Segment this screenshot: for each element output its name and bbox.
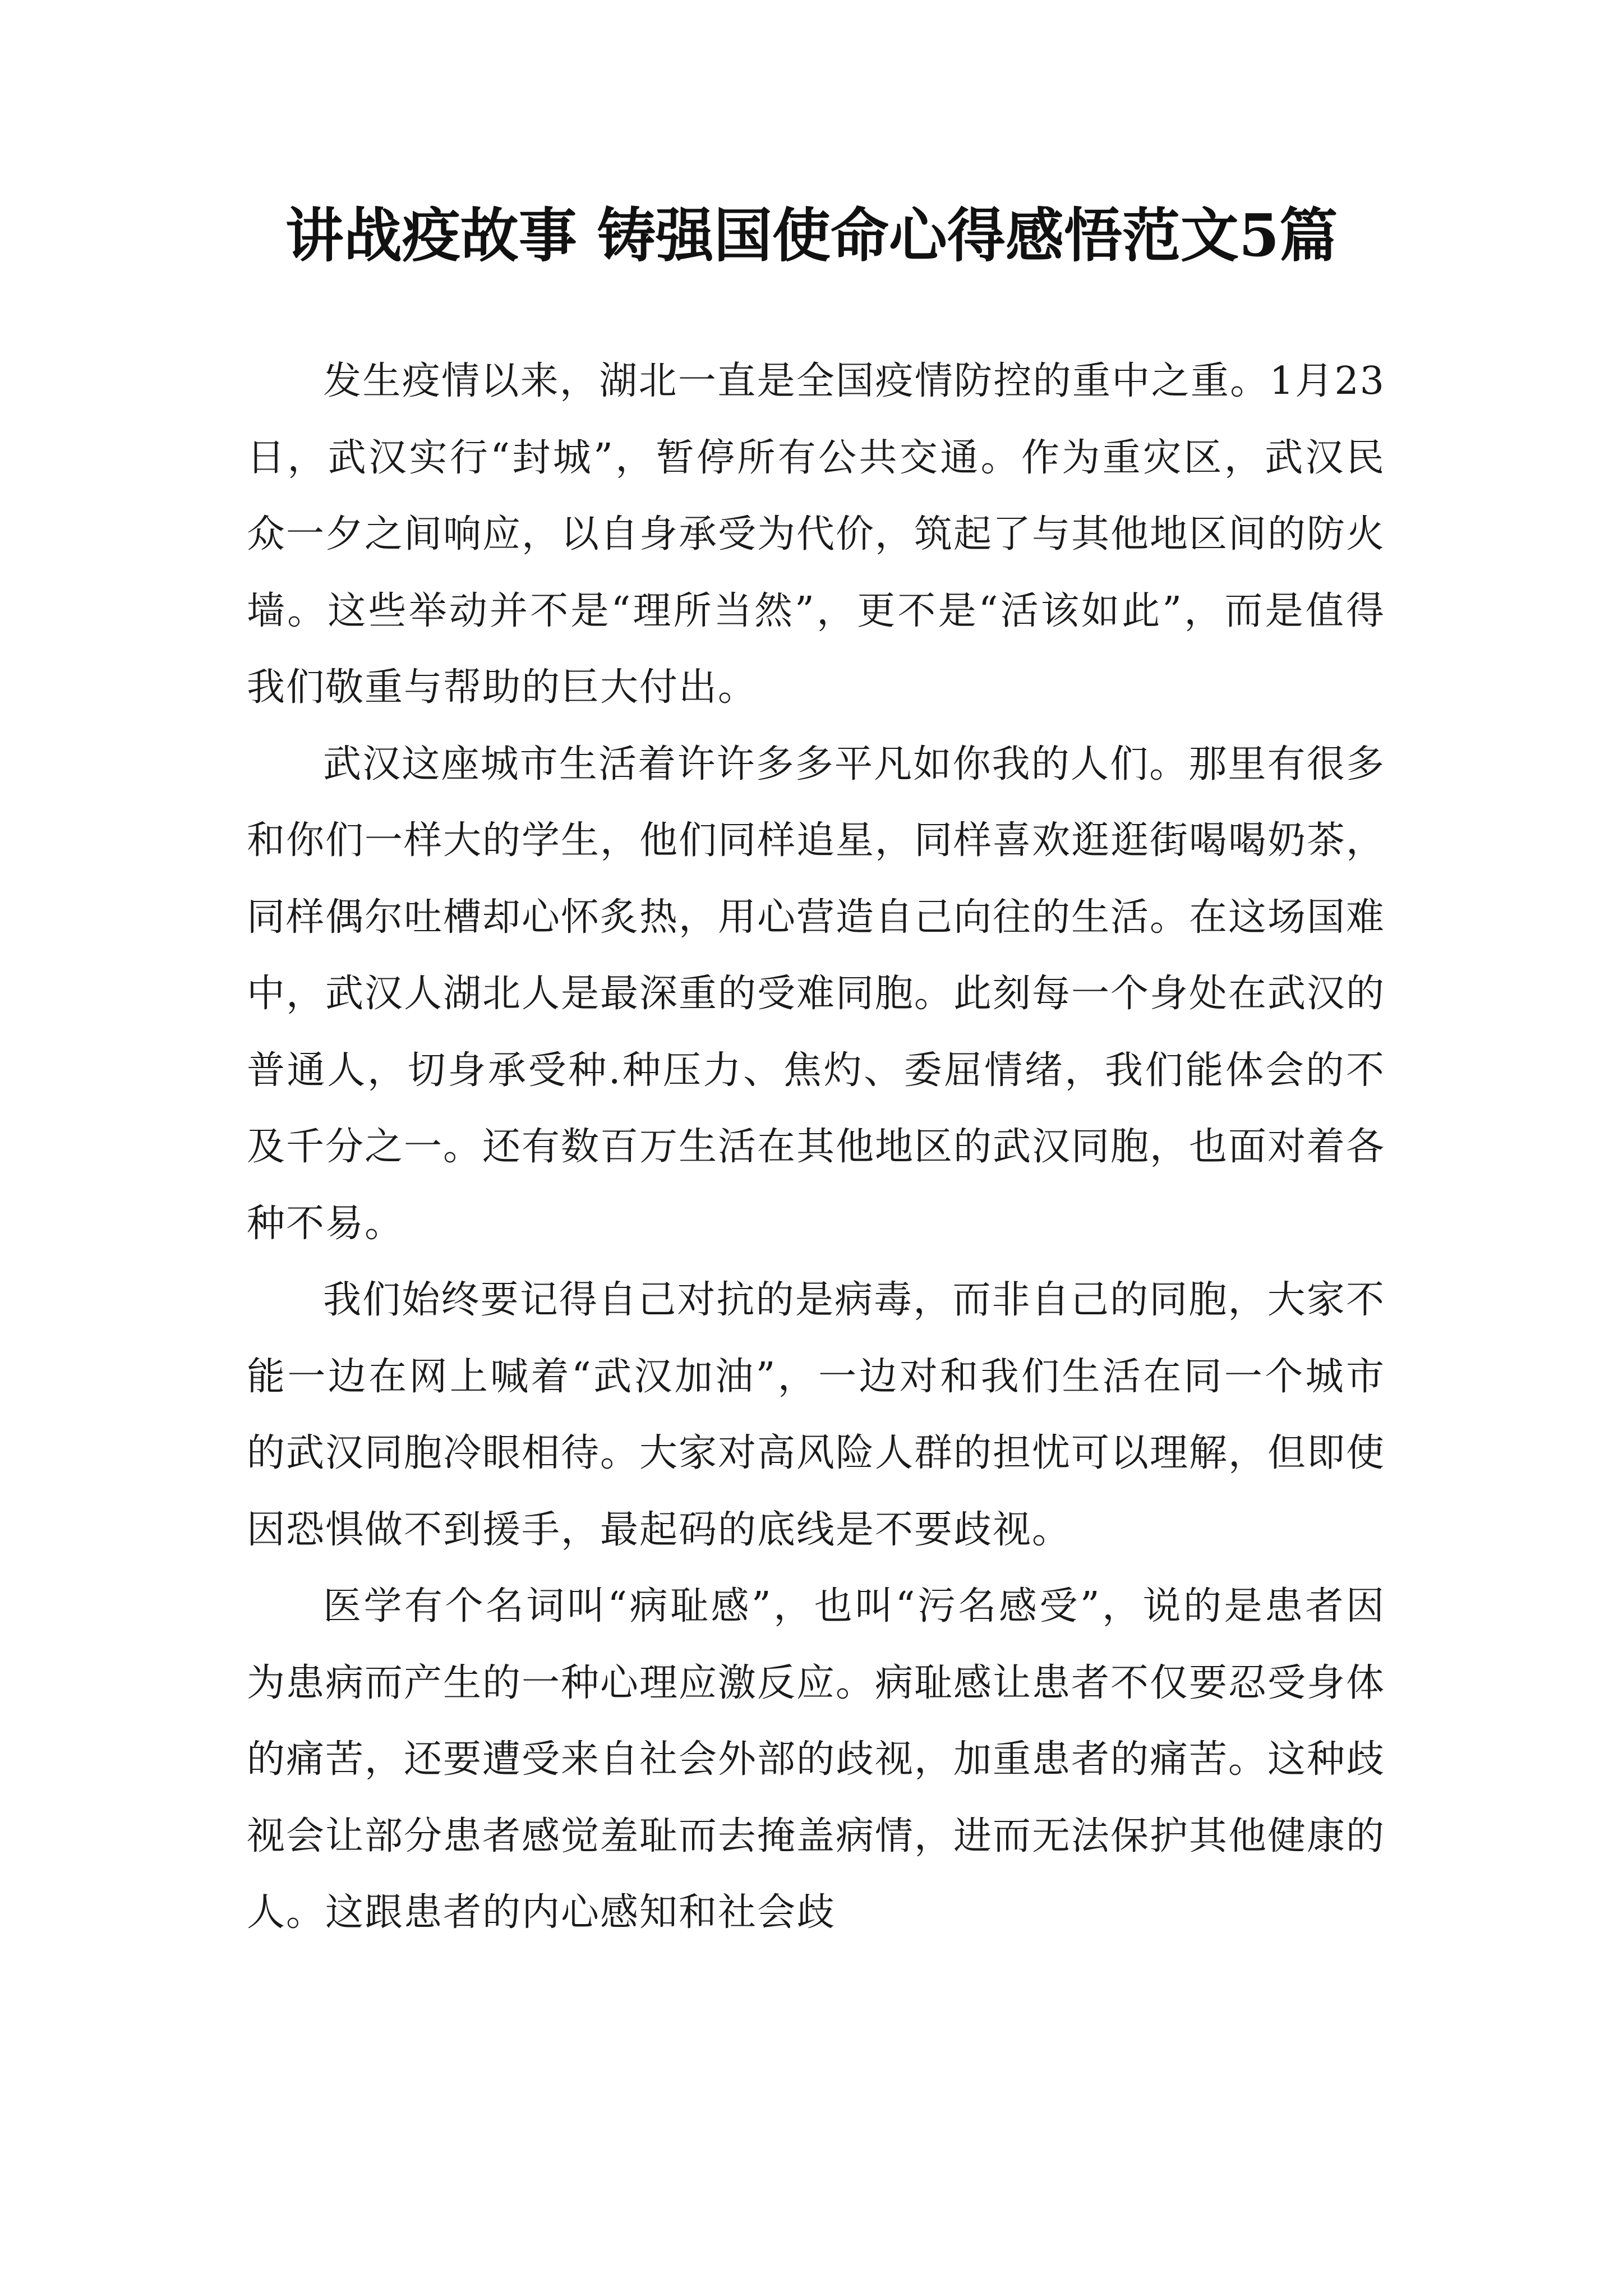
paragraph-1: 发生疫情以来，湖北一直是全国疫情防控的重中之重。1月23日，武汉实行“封城”，暂停所有公共交通。作为重灾区，武汉民众一夕之间响应，以自身承受为代价，筑起了与其他地区间的防火墙。这些举动并不是“理所当然”，更不是“活该如此”，而是值得我们敬重与帮助的巨大付出。 — [247, 359, 1386, 710]
document-title: 讲战疫故事 铸强国使命心得感悟范文5篇 — [285, 201, 1338, 270]
paragraph-2: 武汉这座城市生活着许许多多平凡如你我的人们。那里有很多和你们一样大的学生，他们同样追星，同样喜欢逛逛街喝喝奶茶，同样偶尔吐槽却心怀炙热，用心营造自己向往的生活。在这场国难中，武汉人湖北人是最深重的受难同胞。此刻每一个身处在武汉的普通人，切身承受种.种压力、焦灼、委屈情绪，我们能体会的不及千分之一。还有数百万生活在其他地区的武汉同胞，也面对着各种不易。 — [247, 742, 1386, 1246]
paragraph-3: 我们始终要记得自己对抗的是病毒，而非自己的同胞，大家不能一边在网上喊着“武汉加油”，一边对和我们生活在同一个城市的武汉同胞冷眼相待。大家对高风险人群的担忧可以理解，但即使因恐惧做不到援手，最起码的底线是不要歧视。 — [247, 1278, 1386, 1552]
paragraph-4: 医学有个名词叫“病耻感”，也叫“污名感受”，说的是患者因为患病而产生的一种心理应激反应。病耻感让患者不仅要忍受身体的痛苦，还要遭受来自社会外部的歧视，加重患者的痛苦。这种歧视会让部分患者感觉羞耻而去掩盖病情，进而无法保护其他健康的人。这跟患者的内心感知和社会歧 — [247, 1584, 1386, 1935]
document-body — [247, 343, 1385, 1952]
